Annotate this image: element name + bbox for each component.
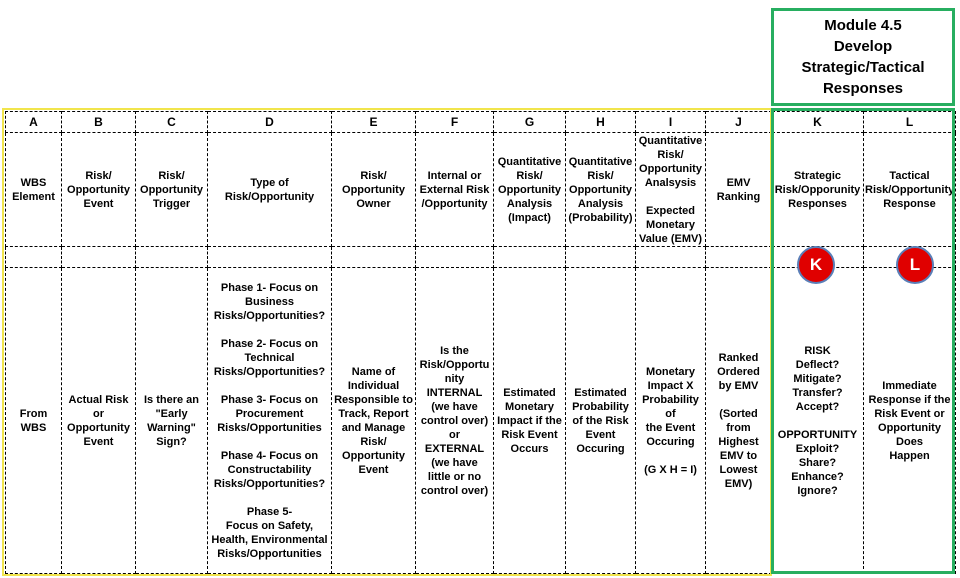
cell-line: Estimated [503,386,556,399]
cell-line: Probability [572,400,629,413]
cell-line: OPPORTUNITY [777,428,858,441]
cell-line: Owner [356,197,391,210]
marker-l-badge [896,246,934,284]
cell-line [637,190,704,204]
cell-line: Risk Event or [874,407,945,420]
column-header-k [772,133,864,247]
cell-line: Expected [646,204,695,217]
cell-line: Opportunity [140,183,203,196]
cell-line: Event [358,463,389,476]
cell-line: Risk/ [85,169,112,182]
cell-line: From [19,407,48,420]
cell-line [707,393,770,407]
cell-line: Occurs [510,442,549,455]
column-body-k [772,268,864,574]
cell-line: Ranking [716,190,761,203]
cell-line: EMV [726,176,751,189]
column-header-g [494,133,566,247]
column-letter-a: A [6,112,62,133]
column-letter-c: C [136,112,208,133]
column-header-h [566,133,636,247]
column-letter-k: K [772,112,864,133]
column-letter-d: D [208,112,332,133]
column-letter-f: F [416,112,494,133]
column-header-j [706,133,772,247]
column-body-l [864,268,956,574]
cell-line: Happen [889,449,930,462]
cell-line: Analsysis [644,176,697,189]
cell-line: Occuring [576,442,625,455]
cell-line: Immediate [882,379,937,392]
cell-line: Warning" [147,421,196,434]
cell-line: Analysis [577,197,624,210]
column-letter-g: G [494,112,566,133]
cell-line: Monetary [646,365,695,378]
cell-line: EMV to [719,449,758,462]
cell-line: Monetary [646,218,695,231]
cell-line: RISK [804,344,831,357]
cell-line: Risk/Opportu [419,358,490,371]
module-title-line: Responses [822,80,904,97]
cell-line: of the Risk [572,414,629,427]
cell-line: Impact if the [497,414,562,427]
column-letter-h: H [566,112,636,133]
cell-line: Estimated [574,386,627,399]
cell-line: Impact X [647,379,694,392]
spacer-cell [416,247,494,268]
cell-line: or [449,428,460,441]
cell-line: (Sorted [719,407,758,420]
column-body-h [566,268,636,574]
cell-line: from [726,421,751,434]
column-header-c [136,133,208,247]
cell-line: Event [83,197,114,210]
cell-line: Opportunity [569,183,632,196]
cell-line: Quantitative [638,134,703,147]
module-title [801,15,924,99]
column-body-e [332,268,416,574]
cell-line: Ranked [718,351,759,364]
column-letter-b: B [62,112,136,133]
column-header-d [208,133,332,247]
marker-l-label: L [909,255,921,274]
column-body-b [62,268,136,574]
spacer-cell [706,247,772,268]
cell-line: Track, Report [338,407,409,420]
cell-line: Is there an [143,393,200,406]
cell-line: Value (EMV) [639,232,702,245]
column-body-a [6,268,62,574]
spacer-cell [636,247,706,268]
column-header-a [6,133,62,247]
cell-line: Risk/ [360,435,387,448]
spacer-cell [332,247,416,268]
module-title-line: Develop [833,38,893,55]
cell-line: by EMV [718,379,759,392]
cell-line: Tactical [889,169,930,182]
cell-line: Phase 2- Focus on [220,337,319,350]
cell-line: Exploit? [795,442,840,455]
module-title-line: Module 4.5 [824,17,902,34]
cell-line: "Early [155,407,188,420]
cell-line: Occuring [646,435,695,448]
cell-line: Opportunity Does [878,421,941,448]
cell-line: Health, Environmental [211,533,328,546]
risk-matrix-table [5,111,956,574]
cell-line: Risks/Opportunities [217,547,322,560]
cell-line: Accept? [795,400,840,413]
column-body-i [636,268,706,574]
cell-line: control over) [420,484,489,497]
cell-line: Phase 5- [246,505,293,518]
column-header-f [416,133,494,247]
module-title-box [771,8,955,106]
cell-line: Element [12,190,55,203]
cell-line [209,379,330,393]
cell-line: (G X H = I) [644,463,697,476]
column-letter-j: J [706,112,772,133]
cell-line: Business [245,295,294,308]
cell-line: Name of [351,365,396,378]
cell-line: Analysis [506,197,553,210]
cell-line: Opportunity [67,183,130,196]
cell-line: WBS [20,421,47,434]
cell-line: Risks/Opportunities? [213,477,326,490]
cell-line: Deflect? [795,358,840,371]
column-body-g [494,268,566,574]
spacer-cell [136,247,208,268]
cell-line: Risk/ [360,169,387,182]
cell-line: and Manage [341,421,406,434]
module-title-line: Strategic/Tactical [801,59,925,76]
cell-line: Trigger [152,197,191,210]
column-body-d [208,268,332,574]
cell-line: EMV) [724,477,753,490]
cell-line: (we have [431,400,478,413]
cell-line: or [93,407,104,420]
column-header-row [6,133,956,247]
cell-line: Is the [440,344,469,357]
cell-line: Monetary [505,400,554,413]
spacer-cell [208,247,332,268]
column-body-f [416,268,494,574]
marker-k-label: K [809,255,823,274]
spacer-cell [6,247,62,268]
cell-line: nity [444,372,465,385]
cell-line: Individual [347,379,400,392]
cell-line: Internal or [427,169,482,182]
column-body-j [706,268,772,574]
cell-line: (Impact) [508,211,551,224]
cell-line: /Opportunity [421,197,488,210]
cell-line: WBS [20,176,47,189]
cell-line: Risk/Opportunity [224,190,315,203]
cell-line [637,449,704,463]
cell-line: Opportunity [342,449,405,462]
column-body-row [6,268,956,574]
cell-line: Phase 4- Focus on [220,449,319,462]
column-header-l [864,133,956,247]
column-header-b [62,133,136,247]
cell-line: Risk/Opporunity [774,183,861,196]
cell-line: Technical [244,351,295,364]
cell-line [773,414,862,428]
cell-line: Mitigate? [793,372,842,385]
cell-line: Risks/Opportunities [217,421,322,434]
cell-line: Opportunity [498,183,561,196]
cell-line: Opportunity [67,421,130,434]
cell-line: Opportunity [639,162,702,175]
cell-line: Highest [718,435,759,448]
spacer-cell [566,247,636,268]
cell-line: Responses [788,197,847,210]
cell-line: Risk/Opportunity [865,183,955,196]
cell-line: Risk/ [516,169,543,182]
cell-line: Type of [250,176,289,189]
cell-line: Risk Event [501,428,558,441]
column-body-c [136,268,208,574]
cell-line: the Event [645,421,696,434]
cell-line: Risk/ [158,169,185,182]
cell-line: little or no [427,470,482,483]
cell-line: EXTERNAL [424,442,485,455]
cell-line: Responsible to [334,393,413,406]
cell-line: control over) [420,414,489,427]
cell-line: Transfer? [792,386,843,399]
cell-line [209,491,330,505]
cell-line: Response [883,197,936,210]
cell-line: Lowest [719,463,758,476]
cell-line: Enhance? [791,470,844,483]
cell-line: Focus on Safety, [225,519,314,532]
cell-line: Opportunity [342,183,405,196]
cell-line: Risk/ [587,169,614,182]
cell-line: Constructability [227,463,312,476]
marker-k-badge [797,246,835,284]
cell-line: Risk/ [657,148,684,161]
cell-line [209,323,330,337]
column-letter-e: E [332,112,416,133]
cell-line: Phase 1- Focus on [220,281,319,294]
cell-line: Probability of [642,393,699,420]
cell-line: Strategic [793,169,842,182]
cell-line: Share? [798,456,837,469]
cell-line: Ignore? [797,484,838,497]
cell-line: Sign? [156,435,187,448]
cell-line: Risks/Opportunities? [213,309,326,322]
spacer-cell [494,247,566,268]
cell-line: Quantitative [568,155,633,168]
column-header-e [332,133,416,247]
cell-line: Procurement [235,407,304,420]
cell-line: External Risk [419,183,490,196]
cell-line: Risks/Opportunities? [213,365,326,378]
cell-line: Event [585,428,616,441]
cell-line: Response if the [868,393,951,406]
cell-line: (we have [431,456,478,469]
cell-line: Event [83,435,114,448]
column-header-i [636,133,706,247]
cell-line: INTERNAL [426,386,483,399]
column-letter-l: L [864,112,956,133]
spacer-cell [62,247,136,268]
column-letter-i: I [636,112,706,133]
column-letter-row [6,112,956,133]
cell-line: Ordered [717,365,760,378]
cell-line: (Probability) [568,211,633,224]
cell-line [209,435,330,449]
cell-line: Actual Risk [68,393,129,406]
cell-line: Quantitative [497,155,562,168]
cell-line: Phase 3- Focus on [220,393,319,406]
